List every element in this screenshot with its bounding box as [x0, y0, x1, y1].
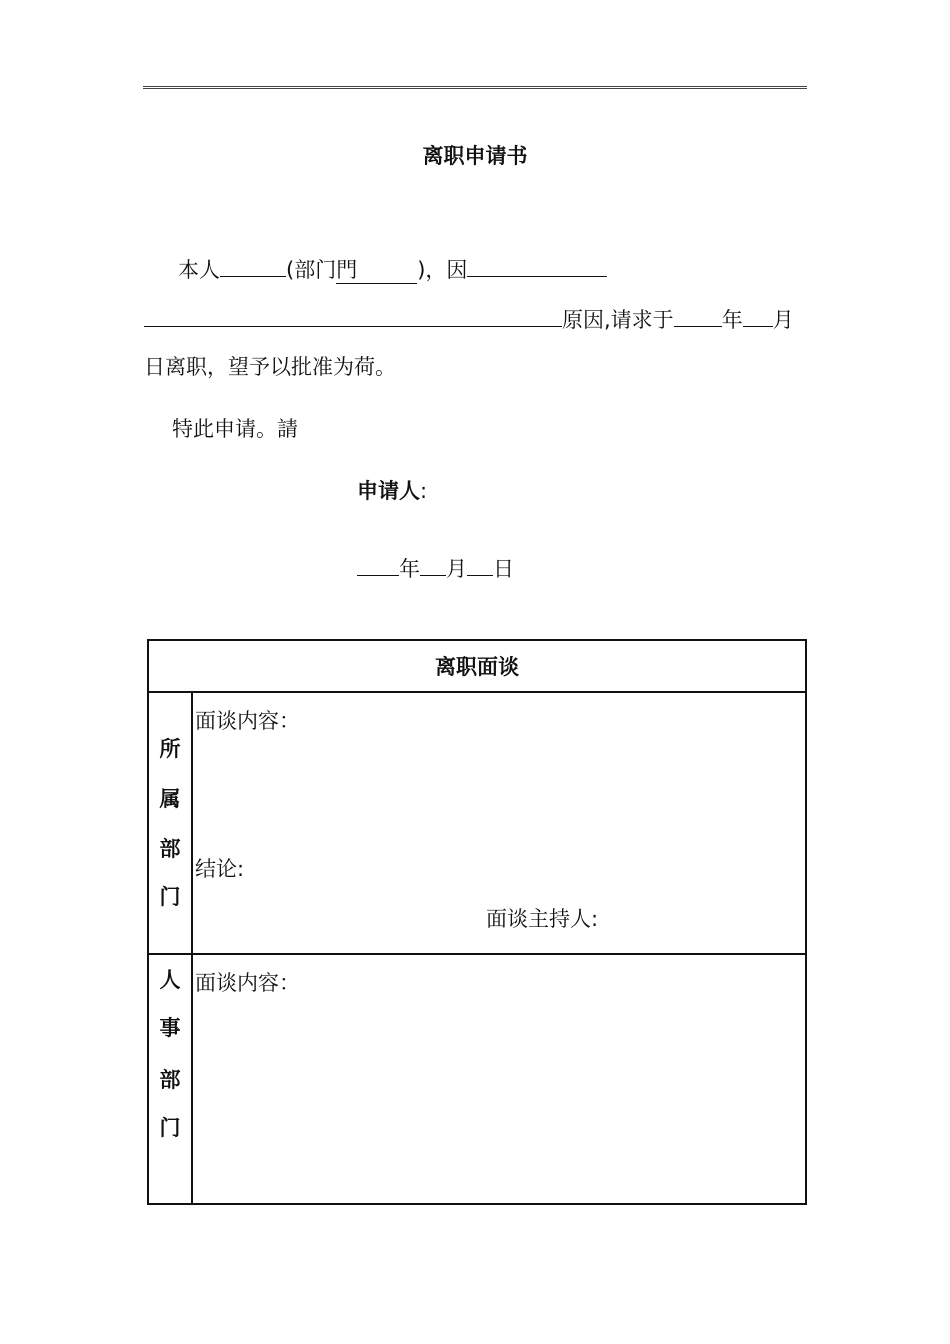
- hr-interview-row: [148, 954, 806, 1204]
- hr-interview-cell[interactable]: [192, 954, 806, 1204]
- document-title: 离职申请书: [422, 144, 528, 168]
- department-interview-cell[interactable]: [192, 692, 806, 954]
- department-section-label: [148, 692, 192, 954]
- paragraph-line-2: [144, 304, 794, 333]
- department-label-char-4: 门: [159, 885, 181, 909]
- closing-line: 特此申请。請: [172, 417, 298, 441]
- department-label-char-2: 属: [159, 787, 181, 811]
- sign-year-text: 年: [399, 557, 420, 581]
- table-title: 离职面谈: [148, 640, 806, 692]
- table-title-row: [148, 640, 806, 692]
- paragraph-line-1: [178, 254, 607, 284]
- text-year: 年: [721, 308, 743, 332]
- department-conclusion-label: 结论:: [195, 857, 245, 881]
- sign-month-blank[interactable]: [420, 553, 446, 576]
- hr-label-char-1: 人: [159, 968, 181, 992]
- applicant-label: 申请人: [357, 479, 420, 503]
- signature-date-line: [357, 553, 514, 582]
- sign-year-blank[interactable]: [357, 553, 399, 576]
- department-blank[interactable]: [336, 257, 417, 284]
- text-month: 月: [772, 308, 794, 332]
- sign-month-text: 月: [446, 557, 467, 581]
- paragraph-line-3: 日离职，望予以批准为荷。: [144, 355, 396, 379]
- department-content-label: 面谈内容：: [195, 709, 300, 733]
- text-reason-intro: )，因: [417, 258, 468, 282]
- applicant-line: [357, 478, 427, 504]
- text-dept-open: (部门: [286, 258, 337, 282]
- exit-interview-table: [147, 639, 807, 1205]
- text-reason-request: 原因,请求于: [562, 308, 674, 332]
- reason-blank-continued[interactable]: [144, 304, 562, 327]
- sign-day-blank[interactable]: [467, 553, 493, 576]
- hr-label-char-2: 事: [159, 1016, 181, 1040]
- leave-month-blank[interactable]: [743, 304, 773, 327]
- department-label-char-1: 所: [159, 737, 181, 761]
- hr-label-char-4: 门: [159, 1116, 181, 1140]
- hr-section-label: [148, 954, 192, 1204]
- hr-label-char-3: 部: [159, 1068, 181, 1092]
- name-blank[interactable]: [220, 254, 286, 277]
- applicant-colon: :: [420, 479, 428, 503]
- reason-blank-start[interactable]: [467, 254, 607, 277]
- text-self: 本人: [178, 258, 220, 282]
- department-label-char-3: 部: [159, 837, 181, 861]
- hr-content-label: 面谈内容：: [195, 971, 300, 995]
- department-blank-text: 門: [336, 258, 358, 282]
- department-interview-row: [148, 692, 806, 954]
- department-host-label: 面谈主持人:: [486, 907, 599, 931]
- leave-year-blank[interactable]: [674, 304, 722, 327]
- header-rule: [143, 86, 807, 89]
- sign-day-text: 日: [493, 557, 514, 581]
